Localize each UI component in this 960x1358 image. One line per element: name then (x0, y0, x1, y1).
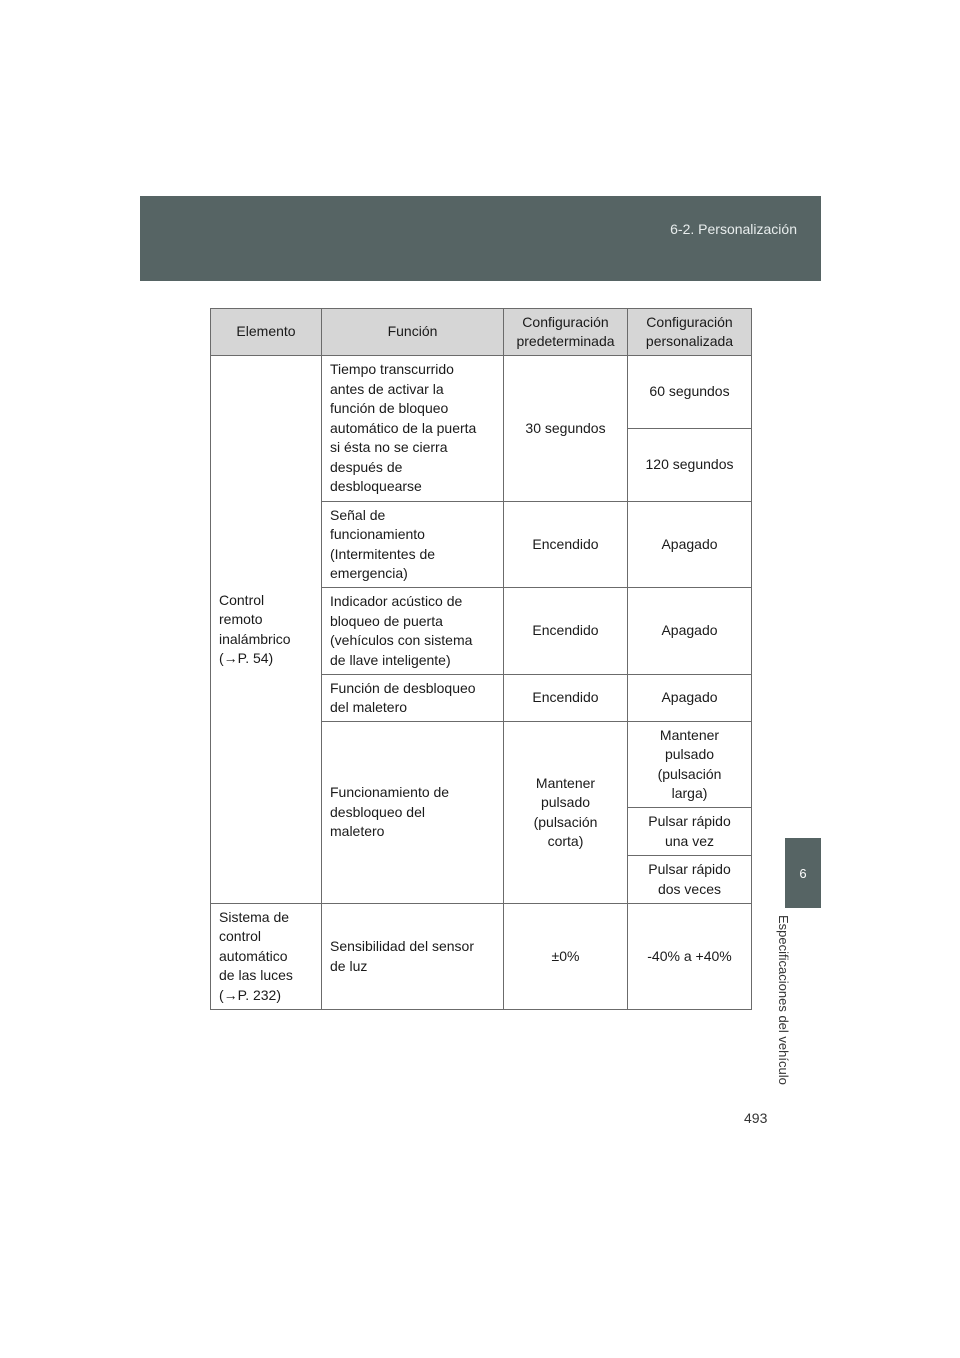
default-indicador-acustico: Encendido (504, 588, 628, 675)
cell-line: Señal de (330, 506, 386, 523)
table-row (211, 356, 752, 429)
cell-line: (vehículos con sistema (330, 632, 473, 648)
element-sistema-luces (211, 904, 322, 1010)
cell-line: emergencia) (330, 565, 408, 581)
default-funcionamiento-maletero (504, 722, 628, 904)
page-number: 493 (744, 1110, 768, 1126)
header-config-personalizada (628, 309, 752, 356)
cell-line: Sistema de (219, 908, 290, 925)
function-indicador-acustico (322, 588, 504, 675)
cell-line: remoto (219, 611, 263, 627)
cell-line: Configuración (646, 313, 733, 330)
cell-line: Mantener (535, 774, 596, 791)
custom-pulsar-una-vez (628, 808, 752, 856)
cell-line: después de (330, 458, 403, 475)
function-desbloqueo-maletero (322, 675, 504, 722)
function-tiempo-bloqueo (322, 356, 504, 502)
default-sensibilidad: ±0% (504, 904, 628, 1010)
cell-line: Tiempo transcurrido (330, 361, 454, 378)
header-funcion (322, 309, 504, 356)
function-funcionamiento-maletero (322, 722, 504, 904)
table-header-row (211, 309, 752, 356)
custom-indicador-acustico: Apagado (628, 588, 752, 675)
section-header-bar (140, 196, 821, 281)
cell-line: del maletero (330, 699, 408, 715)
cell-line: Pulsar rápido (648, 813, 731, 829)
cell-line: Control (219, 591, 265, 608)
cell-line: de las luces (219, 967, 293, 984)
section-title: 6-2. Personalización (670, 221, 797, 237)
cell-line: control (219, 928, 262, 945)
element-control-remoto (211, 356, 322, 904)
default-senal: Encendido (504, 502, 628, 588)
cell-line: funcionamiento (330, 526, 425, 542)
function-senal (322, 502, 504, 588)
custom-senal: Apagado (628, 502, 752, 588)
custom-sensibilidad: -40% a +40% (628, 904, 752, 1010)
custom-pulsar-dos-veces (628, 856, 752, 904)
cell-line: Función (387, 323, 438, 340)
custom-60-segundos: 60 segundos (628, 356, 752, 429)
cell-line: desbloquearse (330, 478, 422, 495)
cell-line: Sensibilidad del sensor (330, 938, 474, 954)
cell-line: pulsado (540, 794, 591, 810)
cell-line: predeterminada (516, 333, 615, 349)
cell-line: (pulsación (657, 765, 722, 782)
cell-line: Elemento (236, 323, 296, 340)
function-sensibilidad (322, 904, 504, 1010)
cell-line: (→P. 54) (219, 650, 274, 666)
header-config-predeterminada (504, 309, 628, 356)
cell-line: una vez (664, 832, 715, 849)
cell-line: si ésta no se cierra (330, 439, 448, 456)
cell-line: función de bloqueo (330, 400, 449, 417)
cell-line: personalizada (645, 333, 734, 349)
cell-line: Funcionamiento de (330, 784, 450, 801)
cell-line: Indicador acústico de (330, 593, 463, 609)
default-desbloqueo-maletero: Encendido (504, 675, 628, 722)
cell-line: de luz (330, 957, 368, 974)
cell-line: (pulsación (533, 813, 598, 830)
customization-table (210, 308, 752, 1010)
cell-line: maletero (330, 823, 385, 840)
chapter-tab: 6 (785, 838, 821, 908)
cell-line: desbloqueo del (330, 803, 425, 820)
header-elemento (211, 309, 322, 356)
cell-line: larga) (671, 785, 708, 801)
table-row (211, 904, 752, 1010)
chapter-side-label (776, 915, 808, 1110)
cell-line: de llave inteligente) (330, 651, 451, 668)
cell-line: dos veces (657, 880, 722, 897)
cell-line: (→P. 232) (219, 986, 281, 1003)
cell-line: Mantener (659, 726, 720, 743)
cell-line: Pulsar rápido (648, 861, 731, 877)
cell-line: antes de activar la (330, 380, 444, 397)
cell-line: automático de la puerta (330, 419, 477, 436)
cell-line: bloqueo de puerta (330, 612, 443, 629)
custom-mantener-pulsado (628, 722, 752, 808)
cell-line: (Intermitentes de (330, 545, 436, 562)
default-tiempo-bloqueo: 30 segundos (504, 356, 628, 502)
cell-line: automático (219, 947, 288, 964)
cell-line: Configuración (522, 313, 609, 330)
custom-desbloqueo-maletero: Apagado (628, 675, 752, 722)
cell-line: inalámbrico (219, 630, 291, 647)
cell-line: Función de desbloqueo (330, 679, 476, 696)
custom-120-segundos: 120 segundos (628, 429, 752, 502)
chapter-title: Especificaciones del vehículo (776, 915, 791, 1085)
cell-line: corta) (547, 833, 584, 849)
cell-line: pulsado (664, 746, 715, 762)
